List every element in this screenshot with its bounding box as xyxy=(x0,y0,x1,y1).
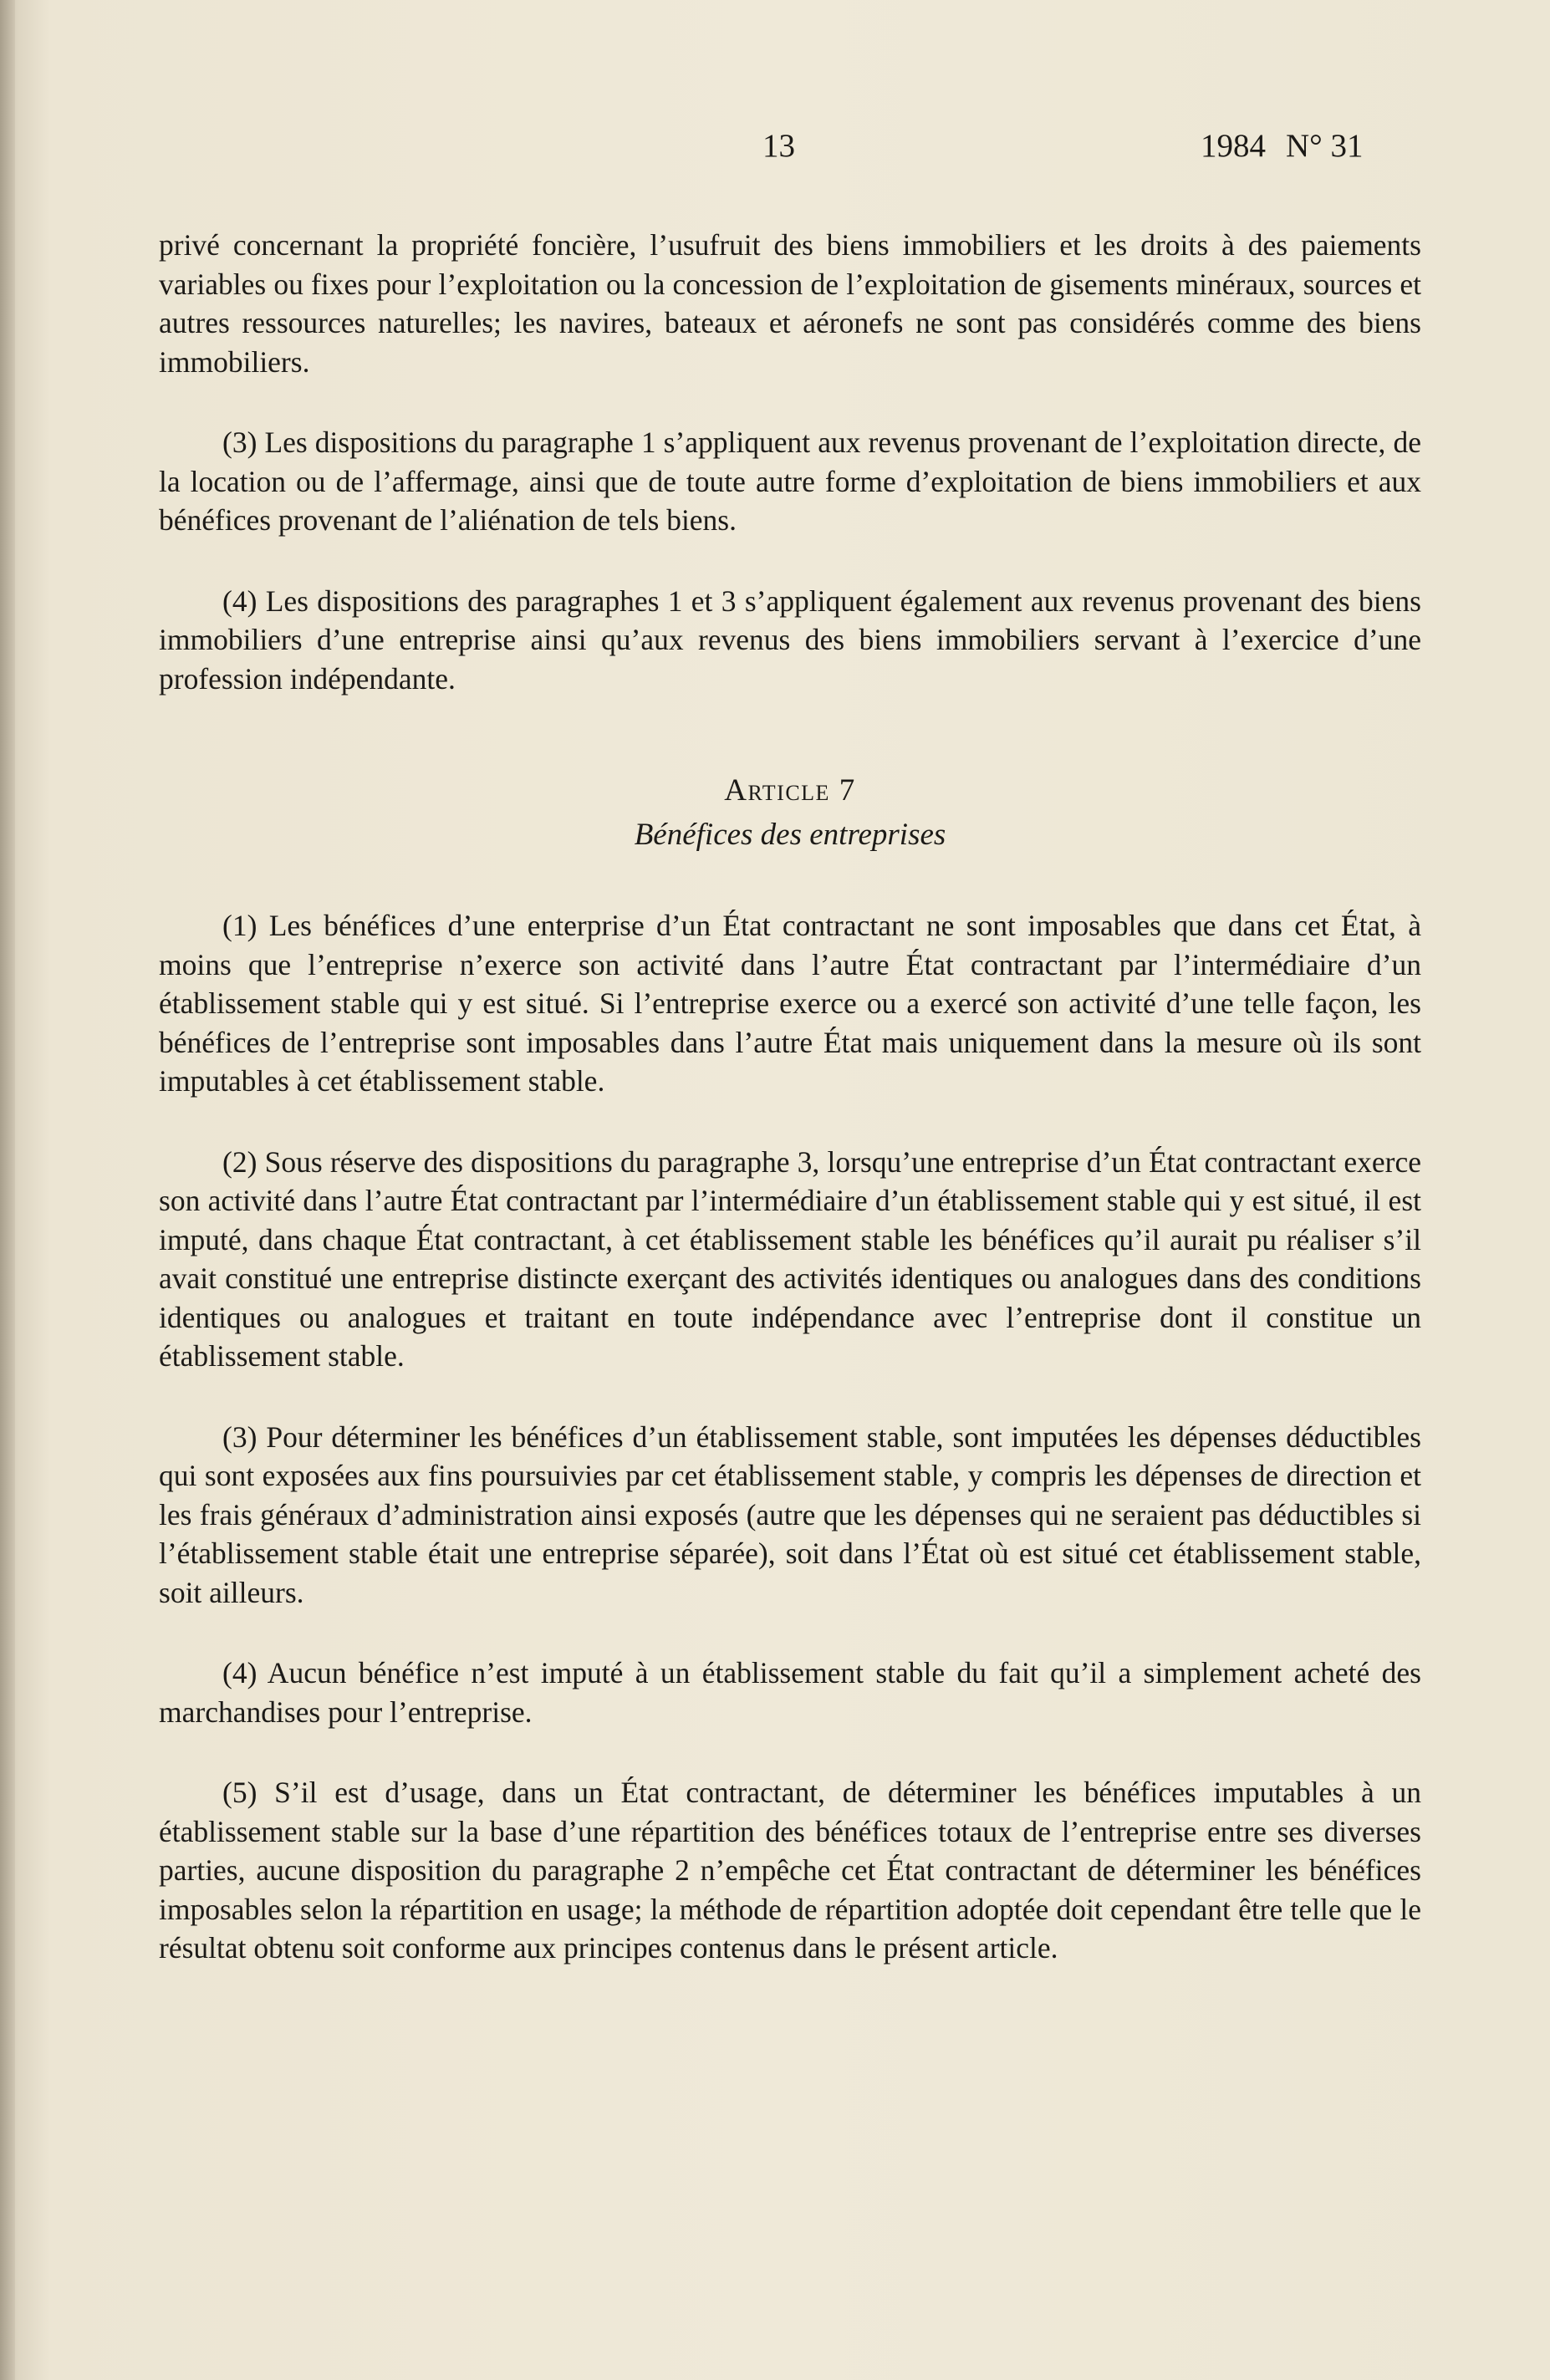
paragraph-continuation: privé concernant la propriété foncière, l’usufruit des biens immobiliers et les droits à des paiements variables ou fixes pour l’exploitation ou la concession de l’exploitation de gisements minéraux, sources et autres ressources naturelles; les navires, bateaux et aéronefs ne sont pas considérés comme des biens immobiliers. xyxy=(159,228,1421,379)
paragraph-7-5: (5) S’il est d’usage, dans un État contractant, de déterminer les bénéfices imputables à un établissement stable sur la base d’une répartition des bénéfices totaux de l’entreprise entre ses diverses parties, aucune disposition du paragraphe 2 n’empêche cet État contractant de déterminer les bénéfices imposables selon la répartition en usage; la méthode de répartition adoptée doit cependant être telle que le résultat obtenu soit conforme aux principes contenus dans le présent article. xyxy=(159,1776,1421,1965)
publication-reference xyxy=(1201,127,1364,165)
publication-year: 1984 xyxy=(1201,128,1266,164)
article-heading: Article 7 xyxy=(724,773,856,808)
publication-issue: N° 31 xyxy=(1286,128,1364,164)
page-binding-edge xyxy=(0,0,15,2380)
article-subtitle: Bénéfices des entreprises xyxy=(634,817,946,852)
paragraph-7-2: (2) Sous réserve des dispositions du paragraphe 3, lorsqu’une entreprise d’un État contractant exerce son activité dans l’autre État contractant par l’intermédiaire d’un établissement stable qui y est situé, il est imputé, dans chaque État contractant, à cet établissement stable les bénéfices qu’il aurait pu réaliser s’il avait constitué une entreprise distincte exerçant des activités identiques ou analogues dans des conditions identiques ou analogues et traitant en toute indépendance avec l’entreprise dont il constitue un établissement stable. xyxy=(159,1144,1421,1373)
paragraph-7-1: (1) Les bénéfices d’une enterprise d’un État contractant ne sont imposables que dans cet État, à moins que l’entreprise n’exerce son activité dans l’autre État contractant par l’intermédiaire d’un établissement stable qui y est situé. Si l’entreprise exerce ou a exercé son activité d’une telle façon, les bénéfices de l’entreprise sont imposables dans l’autre État mais uniquement dans la mesure où ils sont imputables à cet établissement stable. xyxy=(159,909,1421,1098)
paragraph-6-4: (4) Les dispositions des paragraphes 1 et 3 s’appliquent également aux revenus provenant des biens immobiliers d’une entreprise ainsi qu’aux revenus des biens immobiliers servant à l’exercice d’une profession indépendante. xyxy=(159,584,1421,696)
document-body xyxy=(159,226,1421,1968)
paragraph-7-4: (4) Aucun bénéfice n’est imputé à un établissement stable du fait qu’il a simplement acheté des marchandises pour l’entreprise. xyxy=(159,1656,1421,1729)
page-header xyxy=(0,127,1550,177)
paragraph-6-3: (3) Les dispositions du paragraphe 1 s’appliquent aux revenus provenant de l’exploitation directe, de la location ou de l’affermage, ainsi que de toute autre forme d’exploitation de biens immobiliers et aux bénéfices provenant de l’aliénation de tels biens. xyxy=(159,426,1421,537)
paragraph-7-3: (3) Pour déterminer les bénéfices d’un établissement stable, sont imputées les dépenses déductibles qui sont exposées aux fins poursuivies par cet établissement stable, y compris les dépenses de direction et les frais généraux d’administration ainsi exposés (autre que les dépenses qui ne seraient pas déductibles si l’établissement stable était une entreprise séparée), soit dans l’État où est situé cet établissement stable, soit ailleurs. xyxy=(159,1419,1421,1609)
page-number: 13 xyxy=(762,128,795,164)
